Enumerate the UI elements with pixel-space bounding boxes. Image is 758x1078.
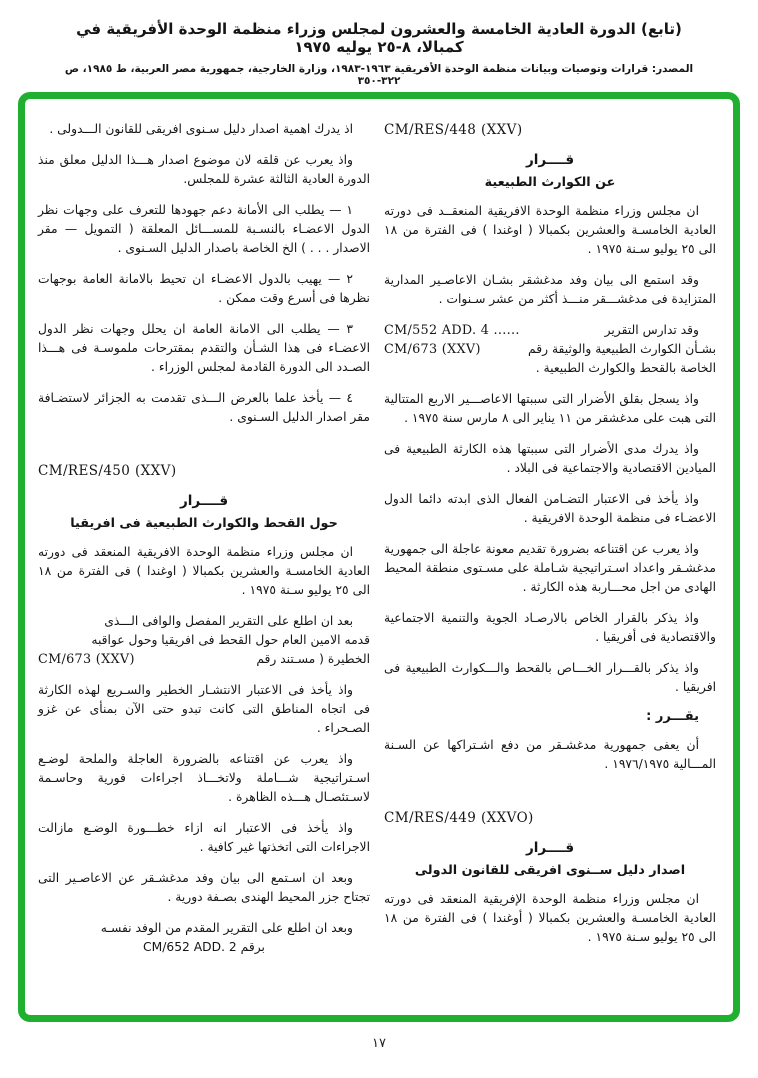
paragraph: واذ يأخذ فى الاعتبار الانتشـار الخطير والسـريع لهذه الكارثة فى اتجاه المناطق التى كانت تبدو حتى الآن بمنأى عن غزو الصـحراء . — [38, 683, 370, 735]
page-number: ١٧ — [372, 1036, 386, 1051]
resolution-ref: CM/RES/448 (XXV) — [384, 122, 523, 138]
paragraph: وقد استمع الى بيان وفد مدغشقر بشـان الاعاصـير المدارية المتزايدة فى مدغشـــقر منـــذ أكثر من عشر سـنوات . — [384, 273, 716, 306]
paragraph: واذ يسجل بقلق الأضرار التى سببتها الاعاصـــير الاربع المتتالية التى هبت على مدغشقر من ١١ يناير الى ٨ مارس سنة ١٩٧٥ . — [384, 392, 716, 425]
paragraph: واذ يعرب عن اقتناعه بالضرورة العاجلة والملحة لوضـع اسـتراتيجية شـــاملة ولاتخـــاذ اجراءات فورية وحاسـمة لاسـتئصـال هـــذه الظاهرة . — [38, 752, 370, 804]
paragraph: ٤ — يأخذ علما بالعرض الـــذى تقدمت به الجزائر لاستضـافة مقر اصدار الدليل السـنوى . — [38, 391, 370, 424]
header-session-title: (تابع) الدورة العادية الخامسة والعشرون لمجلس وزراء منظمة الوحدة الأفريقية في كمبالا، ٨-٢٥ يوليه ١٩٧٥ — [76, 20, 682, 56]
mixed-line — [384, 340, 716, 359]
resolution-heading: قــــرار — [179, 493, 229, 509]
paragraph: واذ يعرب عن قلقه لان موضوع اصدار هـــذا الدليل معلق منذ الدورة العادية الثالثة عشرة للمجلس. — [38, 153, 370, 186]
arabic-text: برقم CM/652 ADD. 2 — [143, 940, 265, 954]
arabic-text: الخاصة بالقحط والكوارث الطبيعية . — [535, 361, 716, 375]
header-source-line: المصدر: قرارات وتوصيات وبيانات منظمة الوحدة الأفريقية ١٩٦٣-١٩٨٣، وزارة الخارجية، جمهورية مصر العربية، ط ١٩٨٥، ص ٣٢٢-٣٥٠ — [64, 63, 694, 87]
arabic-text: الخطيرة ( مسـتند رقم — [256, 652, 370, 666]
resolution-ref: CM/RES/450 (XXV) — [38, 463, 177, 479]
mixed-line — [384, 321, 716, 340]
resolution-heading: قــــرار — [525, 840, 575, 856]
paragraph-with-ref — [38, 612, 370, 669]
paragraph: اذ يدرك اهمية اصدار دليل سـنوى افريقى للقانون الـــدولى . — [49, 122, 353, 136]
paragraph: ان مجلس وزراء منظمة الوحدة الإفريقية المنعقد فى دورته العادية الخامسـة والعشرين بكمبالا ( أوغندا ) فى الفترة من ١٨ الى ٢٥ يوليو سـنة ١٩٧٥ . — [384, 892, 716, 944]
paragraph: واذ يذكر بالقـــرار الخـــاص بالقحط والـــكوارث الطبيعية فى افريقيا . — [384, 661, 716, 694]
arabic-text: بعد ان اطلع على التقرير المفصل والوافى الـــذى — [104, 614, 353, 628]
green-border-frame — [18, 92, 740, 1022]
mixed-line — [38, 650, 370, 669]
paragraph: وبعد ان اسـتمع الى بيان وفد مدغشـقر عن الاعاصـير التى تجتاح جزر المحيط الهندى بصـفة دورية . — [38, 871, 370, 904]
resolution-ref: CM/RES/449 (XXVO) — [384, 810, 534, 826]
paragraph: ١ — يطلب الى الأمانة دعم جهودها للتعرف على وجهات نظر الدول الاعضـاء بالنسـبة للمســـائل المعلقة ( التمويل — مقر الاصدار . . . ) الخ الخاصة باصدار الدليل السـنوى . — [38, 203, 370, 255]
paragraph: واذ يعرب عن اقتناعه بضرورة تقديم معونة عاجلة الى جمهورية مدغشـقر واعداد اسـتراتيجية شـاملة على مسـتوى منطقة المحيط الهادى من اجل محـــاربة هذه الكارثة . — [384, 542, 716, 594]
paragraph: ٢ — يهيب بالدول الاعضـاء ان تحيط بالامانة العامة بوجهات نظرها فى أسرع وقت ممكن . — [38, 272, 370, 305]
paragraph: ان مجلس وزراء منظمة الوحدة الافريقية المنعقــد فى دورته العادية الخامسـة والعشرين بكمبالا ( اوغندا ) فى الفترة من ١٨ الى ٢٥ يوليو سـنة ١٩٧٥ . — [384, 204, 716, 256]
paragraph: واذ يدرك مدى الأضرار التى سببتها هذه الكارثة الطبيعية فى الميادين الاقتصادية والاجتماعية فى البلاد . — [384, 442, 716, 475]
arabic-text: وبعد ان اطلع على التقرير المقدم من الوفد نفسـه — [100, 921, 353, 935]
column-right — [384, 120, 716, 1007]
paragraph: واذ يأخذ فى الاعتبار التضـامن الفعال الذى ابدته دائما الدول الاعضـاء فى منظمة الوحدة الافريقية . — [384, 492, 716, 525]
paragraph: واذ يذكر بالقرار الخاص بالارصـاد الجوية والتنمية الاجتماعية والاقتصادية فى أفريقيا . — [384, 611, 716, 644]
resolution-subtitle: اصدار دليل ســنوى افريقى للقانون الدولى — [414, 863, 686, 878]
resolution-subtitle: حول القحط والكوارث الطبيعية فى افريقيا — [70, 516, 338, 531]
page-header — [60, 20, 698, 87]
arabic-text: وقد تدارس التقرير — [604, 323, 699, 337]
document-ref: CM/552 ADD. 4 ...... — [384, 323, 520, 338]
paragraph: ان مجلس وزراء منظمة الوحدة الافريقية المنعقد فى دورته العادية الخامسـة والعشرين بكمبالا ( اوغندا ) فى الفترة من ١٨ الى ٢٥ يوليو سـنة ١٩٧٥ . — [38, 545, 370, 597]
resolution-heading: قــــرار — [525, 152, 575, 168]
paragraph-with-ref — [384, 321, 716, 378]
paragraph: أن يعفى جمهورية مدغشـقر من دفع اشـتراكها عن السـنة المـــالية ١٩٧٦/١٩٧٥ . — [384, 738, 716, 771]
resolution-subtitle: عن الكوارث الطبيعية — [484, 175, 616, 190]
arabic-text: بشـأن الكوارث الطبيعية والوثيقة رقم — [528, 342, 716, 356]
paragraph: واذ يأخذ فى الاعتبار انه ازاء خطـــورة الوضـع مازالت الاجراءات التى اتخذتها غير كافية . — [38, 821, 370, 854]
document-ref: CM/673 (XXV) — [38, 652, 135, 667]
column-left — [38, 120, 370, 1007]
decree-label: يقـــرر : — [646, 709, 699, 724]
paragraph-with-ref — [38, 919, 370, 957]
document-ref: CM/673 (XXV) — [384, 342, 481, 357]
paragraph: ٣ — يطلب الى الامانة العامة ان يحلل وجهات نظر الدول الاعضـاء فى هذا الشـأن والتقدم بمقترحات ملموسـة فى هـــذا الصـدد الى الدورة القادمة لمجلس الوزراء . — [38, 322, 370, 374]
arabic-text: قدمه الامين العام حول القحط فى افريقيا وحول عواقبه — [91, 633, 370, 647]
